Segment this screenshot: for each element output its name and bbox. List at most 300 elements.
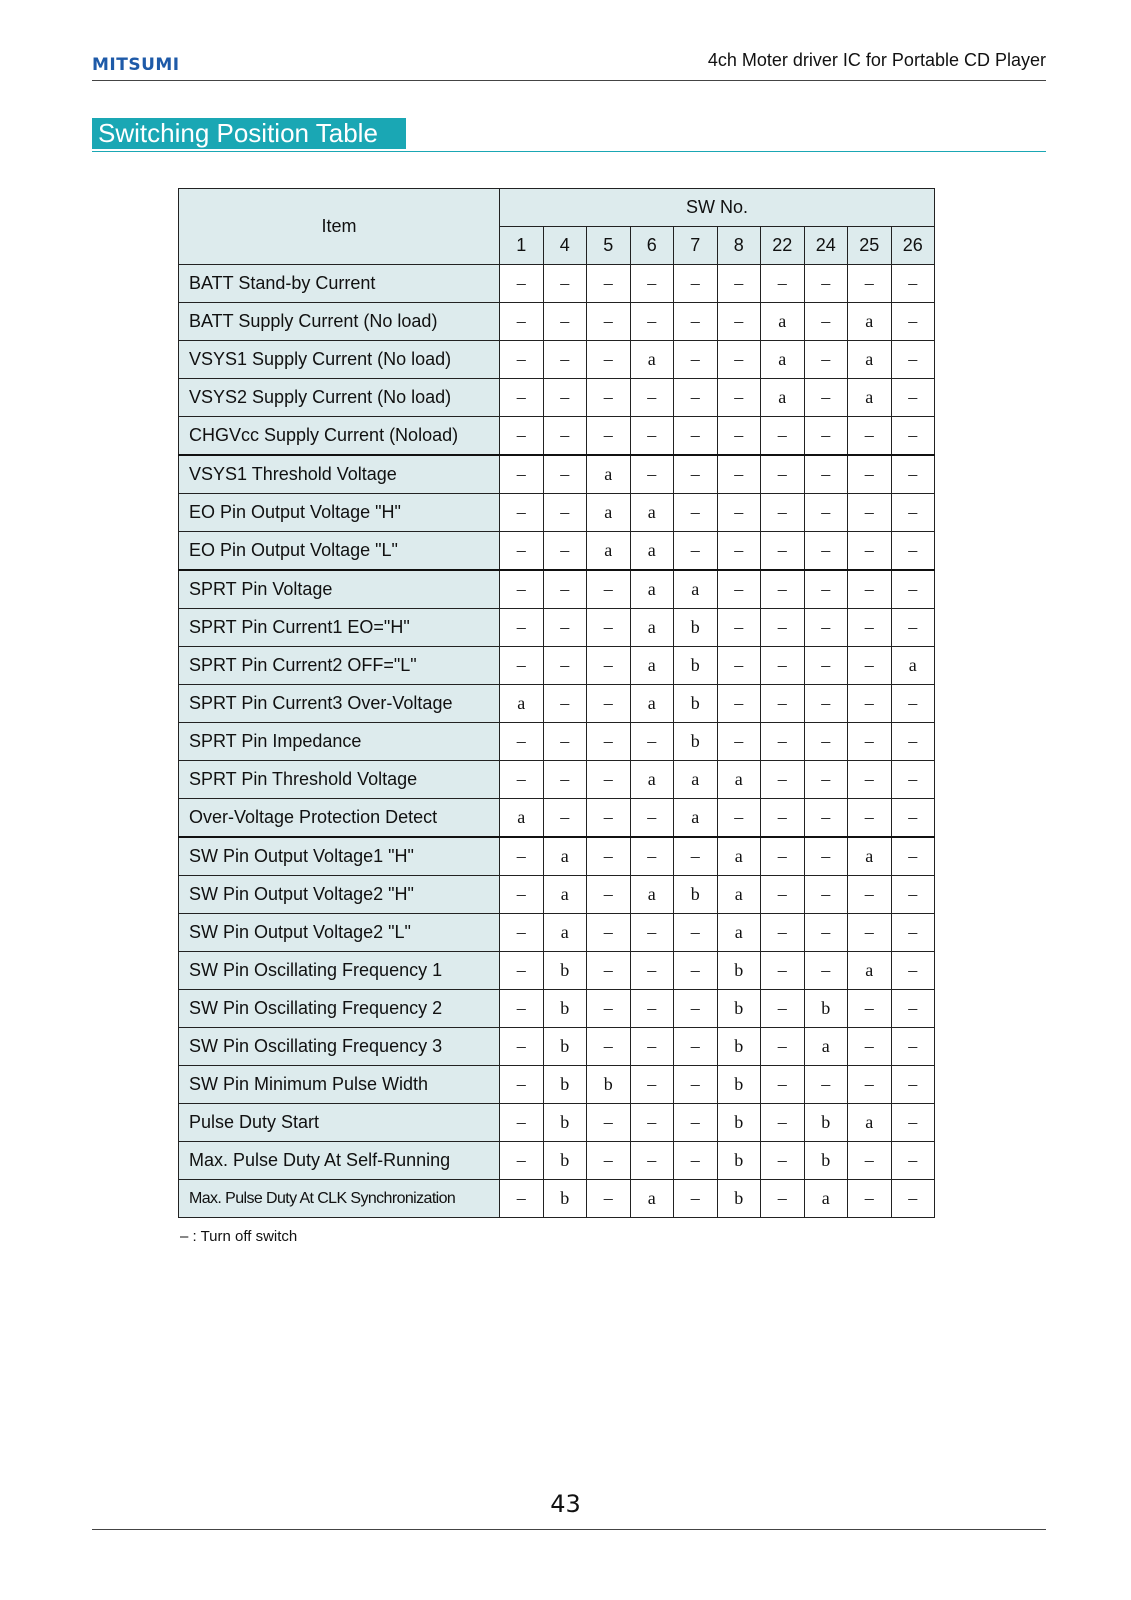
table-row	[179, 1066, 935, 1104]
switch-state-cell: –	[630, 417, 674, 456]
switch-state-cell: a	[630, 341, 674, 379]
switch-state-cell: a	[630, 685, 674, 723]
switch-state-cell: a	[543, 876, 587, 914]
switch-state-cell: –	[587, 379, 631, 417]
switch-state-cell: –	[891, 990, 935, 1028]
switch-state-cell: –	[848, 914, 892, 952]
switch-state-cell: –	[543, 494, 587, 532]
switch-state-cell: a	[674, 570, 718, 609]
switch-state-cell: –	[500, 341, 544, 379]
switch-state-cell: a	[630, 761, 674, 799]
switch-state-cell: –	[587, 303, 631, 341]
sw-number-cell: 26	[891, 227, 935, 265]
switch-state-cell: –	[848, 532, 892, 571]
item-label: SW Pin Minimum Pulse Width	[179, 1066, 500, 1104]
document-title: 4ch Moter driver IC for Portable CD Player	[707, 50, 1046, 70]
switch-state-cell: –	[674, 1028, 718, 1066]
switch-state-cell: a	[630, 609, 674, 647]
switch-state-cell: a	[761, 303, 805, 341]
switch-state-cell: –	[587, 1104, 631, 1142]
switch-state-cell: –	[761, 455, 805, 494]
switch-state-cell: a	[717, 837, 761, 876]
switch-state-cell: b	[543, 990, 587, 1028]
switch-state-cell: b	[543, 1066, 587, 1104]
item-label: VSYS1 Supply Current (No load)	[179, 341, 500, 379]
table-row	[179, 837, 935, 876]
switch-state-cell: –	[674, 1066, 718, 1104]
switching-position-table	[178, 188, 935, 1218]
switch-state-cell: –	[500, 990, 544, 1028]
item-label: SW Pin Output Voltage1 "H"	[179, 837, 500, 876]
switch-state-cell: –	[630, 1066, 674, 1104]
switch-state-cell: –	[587, 685, 631, 723]
switch-state-cell: –	[761, 1180, 805, 1218]
switch-state-cell: –	[500, 1028, 544, 1066]
table-row	[179, 570, 935, 609]
switch-state-cell: –	[804, 876, 848, 914]
item-label: SW Pin Output Voltage2 "L"	[179, 914, 500, 952]
switch-state-cell: –	[587, 1142, 631, 1180]
switch-state-cell: –	[587, 647, 631, 685]
switch-state-cell: –	[717, 265, 761, 303]
switch-state-cell: –	[761, 685, 805, 723]
item-label: SPRT Pin Current2 OFF="L"	[179, 647, 500, 685]
switch-state-cell: –	[891, 1142, 935, 1180]
switch-state-cell: –	[804, 952, 848, 990]
switch-state-cell: a	[717, 761, 761, 799]
switch-state-cell: –	[761, 1028, 805, 1066]
switch-state-cell: –	[543, 647, 587, 685]
switch-state-cell: –	[761, 265, 805, 303]
sw-number-cell: 7	[674, 227, 718, 265]
switch-state-cell: –	[630, 914, 674, 952]
switch-state-cell: –	[891, 1180, 935, 1218]
item-label: SW Pin Oscillating Frequency 1	[179, 952, 500, 990]
switch-state-cell: b	[543, 952, 587, 990]
switch-state-cell: –	[891, 494, 935, 532]
switch-state-cell: –	[761, 799, 805, 838]
switch-state-cell: –	[587, 570, 631, 609]
switch-state-cell: –	[891, 837, 935, 876]
switch-state-cell: –	[500, 570, 544, 609]
switch-state-cell: –	[848, 494, 892, 532]
item-label: Max. Pulse Duty At Self-Running	[179, 1142, 500, 1180]
switch-state-cell: a	[804, 1180, 848, 1218]
item-label: SW Pin Oscillating Frequency 2	[179, 990, 500, 1028]
switch-state-cell: a	[804, 1028, 848, 1066]
switch-state-cell: –	[761, 837, 805, 876]
switch-state-cell: –	[543, 265, 587, 303]
switch-state-cell: –	[587, 914, 631, 952]
switch-state-cell: –	[804, 609, 848, 647]
switch-state-cell: –	[674, 1180, 718, 1218]
switch-state-cell: –	[717, 494, 761, 532]
switch-state-cell: –	[543, 570, 587, 609]
switch-state-cell: –	[587, 990, 631, 1028]
switch-state-cell: –	[587, 341, 631, 379]
switch-state-cell: a	[848, 379, 892, 417]
table-row	[179, 265, 935, 303]
item-label: SPRT Pin Voltage	[179, 570, 500, 609]
switch-state-cell: –	[761, 876, 805, 914]
item-label: SPRT Pin Threshold Voltage	[179, 761, 500, 799]
switch-state-cell: b	[804, 1104, 848, 1142]
switch-state-cell: –	[500, 876, 544, 914]
switch-state-cell: –	[500, 265, 544, 303]
switch-state-cell: –	[891, 379, 935, 417]
switch-state-cell: –	[761, 494, 805, 532]
switch-state-cell: –	[804, 1066, 848, 1104]
switch-state-cell: a	[848, 303, 892, 341]
switch-state-cell: –	[761, 990, 805, 1028]
switch-state-cell: b	[674, 685, 718, 723]
switch-state-cell: –	[500, 379, 544, 417]
switch-state-cell: –	[630, 990, 674, 1028]
switch-state-cell: –	[674, 455, 718, 494]
switch-state-cell: –	[674, 1142, 718, 1180]
switch-state-cell: a	[761, 379, 805, 417]
switch-state-cell: –	[587, 265, 631, 303]
switch-state-cell: –	[674, 265, 718, 303]
switch-state-cell: –	[674, 914, 718, 952]
switch-state-cell: b	[543, 1142, 587, 1180]
table-row	[179, 990, 935, 1028]
switch-state-cell: –	[761, 723, 805, 761]
switch-state-cell: a	[500, 799, 544, 838]
table-row	[179, 723, 935, 761]
switch-state-cell: –	[848, 990, 892, 1028]
switch-state-cell: –	[848, 876, 892, 914]
switch-state-cell: a	[848, 837, 892, 876]
switch-state-cell: b	[674, 723, 718, 761]
switch-state-cell: a	[500, 685, 544, 723]
switch-state-cell: –	[761, 1104, 805, 1142]
switch-state-cell: b	[674, 609, 718, 647]
switch-state-cell: –	[630, 952, 674, 990]
footer-rule	[92, 1529, 1046, 1530]
switch-state-cell: b	[717, 1066, 761, 1104]
switch-state-cell: –	[804, 455, 848, 494]
sw-number-cell: 25	[848, 227, 892, 265]
switch-state-cell: –	[500, 647, 544, 685]
switch-state-cell: a	[630, 532, 674, 571]
switch-state-cell: b	[587, 1066, 631, 1104]
sw-number-cell: 4	[543, 227, 587, 265]
switch-state-cell: –	[891, 799, 935, 838]
switch-state-cell: b	[717, 952, 761, 990]
switch-state-cell: –	[500, 1142, 544, 1180]
switch-state-cell: –	[804, 914, 848, 952]
switch-state-cell: –	[891, 609, 935, 647]
switch-state-cell: –	[891, 1104, 935, 1142]
switch-state-cell: –	[804, 761, 848, 799]
switch-state-cell: –	[848, 1066, 892, 1104]
switch-state-cell: –	[891, 303, 935, 341]
sw-number-cell: 5	[587, 227, 631, 265]
switch-state-cell: –	[761, 1142, 805, 1180]
switch-state-cell: –	[891, 532, 935, 571]
switch-state-cell: –	[804, 341, 848, 379]
switch-state-cell: b	[717, 1028, 761, 1066]
table-row	[179, 761, 935, 799]
switch-state-cell: –	[761, 570, 805, 609]
switch-state-cell: a	[848, 341, 892, 379]
switch-state-cell: –	[630, 1104, 674, 1142]
switch-state-cell: –	[587, 837, 631, 876]
switch-state-cell: –	[848, 685, 892, 723]
switch-state-cell: a	[630, 1180, 674, 1218]
item-column-header: Item	[179, 189, 500, 265]
table-row	[179, 379, 935, 417]
switch-state-cell: –	[674, 303, 718, 341]
switch-state-cell: b	[717, 1104, 761, 1142]
switch-state-cell: –	[674, 417, 718, 456]
table-row	[179, 685, 935, 723]
switch-state-cell: a	[587, 532, 631, 571]
switch-state-cell: b	[717, 1180, 761, 1218]
switch-state-cell: –	[587, 1028, 631, 1066]
switch-state-cell: a	[848, 1104, 892, 1142]
switch-state-cell: –	[891, 876, 935, 914]
item-label: SPRT Pin Impedance	[179, 723, 500, 761]
switch-state-cell: –	[587, 609, 631, 647]
item-label: SW Pin Oscillating Frequency 3	[179, 1028, 500, 1066]
switch-state-cell: a	[717, 876, 761, 914]
switch-state-cell: –	[587, 1180, 631, 1218]
switch-state-cell: –	[891, 265, 935, 303]
sw-number-cell: 6	[630, 227, 674, 265]
switch-state-cell: –	[587, 799, 631, 838]
switch-state-cell: –	[891, 1028, 935, 1066]
switch-state-cell: –	[717, 303, 761, 341]
item-label: BATT Supply Current (No load)	[179, 303, 500, 341]
switch-state-cell: a	[674, 761, 718, 799]
switch-state-cell: a	[891, 647, 935, 685]
switch-state-cell: b	[804, 1142, 848, 1180]
table-row	[179, 1104, 935, 1142]
switch-state-cell: –	[804, 723, 848, 761]
switch-state-cell: –	[500, 761, 544, 799]
switch-state-cell: –	[500, 455, 544, 494]
switch-state-cell: –	[543, 303, 587, 341]
switch-state-cell: –	[804, 379, 848, 417]
item-label: CHGVcc Supply Current (Noload)	[179, 417, 500, 456]
switch-state-cell: –	[848, 647, 892, 685]
switch-state-cell: –	[761, 647, 805, 685]
switch-state-cell: –	[543, 799, 587, 838]
switch-state-cell: –	[630, 1028, 674, 1066]
switch-state-cell: –	[630, 455, 674, 494]
switch-state-cell: –	[674, 494, 718, 532]
switch-state-cell: –	[717, 723, 761, 761]
switch-state-cell: –	[804, 647, 848, 685]
switch-state-cell: a	[674, 799, 718, 838]
legend-note: – : Turn off switch	[180, 1228, 298, 1245]
switch-state-cell: –	[848, 455, 892, 494]
table-row	[179, 952, 935, 990]
switch-state-cell: –	[587, 761, 631, 799]
switch-state-cell: –	[761, 609, 805, 647]
switch-state-cell: –	[761, 532, 805, 571]
switch-state-cell: –	[587, 723, 631, 761]
switch-state-cell: –	[543, 532, 587, 571]
switch-state-cell: –	[848, 1028, 892, 1066]
switch-state-cell: a	[848, 952, 892, 990]
table-row	[179, 914, 935, 952]
switch-state-cell: –	[500, 494, 544, 532]
switch-state-cell: –	[804, 494, 848, 532]
switch-state-cell: –	[717, 570, 761, 609]
switch-state-cell: –	[717, 609, 761, 647]
switch-state-cell: –	[761, 417, 805, 456]
switch-state-cell: –	[500, 837, 544, 876]
switch-state-cell: a	[543, 837, 587, 876]
switch-state-cell: –	[804, 837, 848, 876]
table-row	[179, 341, 935, 379]
switch-state-cell: –	[848, 799, 892, 838]
switch-state-cell: –	[717, 685, 761, 723]
item-label: SW Pin Output Voltage2 "H"	[179, 876, 500, 914]
switch-state-cell: –	[848, 1142, 892, 1180]
switch-state-cell: –	[543, 723, 587, 761]
switch-state-cell: a	[543, 914, 587, 952]
switch-state-cell: –	[804, 532, 848, 571]
switch-state-cell: –	[674, 341, 718, 379]
switch-state-cell: –	[891, 1066, 935, 1104]
page-header	[92, 46, 1046, 81]
table-row	[179, 417, 935, 456]
switch-state-cell: –	[891, 341, 935, 379]
switch-state-cell: –	[804, 265, 848, 303]
switch-state-cell: –	[630, 265, 674, 303]
switch-state-cell: –	[891, 685, 935, 723]
switch-state-cell: –	[761, 914, 805, 952]
table-row	[179, 1142, 935, 1180]
switch-state-cell: –	[630, 379, 674, 417]
switch-state-cell: a	[630, 876, 674, 914]
item-label: VSYS2 Supply Current (No load)	[179, 379, 500, 417]
switch-state-cell: –	[891, 570, 935, 609]
switch-state-cell: –	[674, 990, 718, 1028]
switch-state-cell: –	[717, 379, 761, 417]
switch-state-cell: –	[891, 723, 935, 761]
page-number: 43	[550, 1490, 581, 1518]
switch-state-cell: a	[630, 494, 674, 532]
table-row	[179, 303, 935, 341]
switch-state-cell: –	[804, 303, 848, 341]
switch-state-cell: –	[630, 1142, 674, 1180]
switch-state-cell: –	[804, 799, 848, 838]
sw-number-cell: 8	[717, 227, 761, 265]
switch-state-cell: –	[500, 1104, 544, 1142]
switch-state-cell: –	[674, 379, 718, 417]
switch-state-cell: –	[500, 1066, 544, 1104]
switch-state-cell: –	[500, 1180, 544, 1218]
switch-state-cell: –	[500, 952, 544, 990]
switch-state-cell: –	[543, 455, 587, 494]
table-row	[179, 609, 935, 647]
switch-state-cell: –	[848, 761, 892, 799]
switch-state-cell: a	[587, 494, 631, 532]
sw-number-cell: 1	[500, 227, 544, 265]
sw-number-header: SW No.	[500, 189, 935, 227]
switch-state-cell: –	[848, 570, 892, 609]
switch-state-cell: –	[848, 723, 892, 761]
switch-state-cell: –	[587, 417, 631, 456]
switch-state-cell: –	[717, 417, 761, 456]
table-row	[179, 1028, 935, 1066]
table-row	[179, 1180, 935, 1218]
item-label: SPRT Pin Current1 EO="H"	[179, 609, 500, 647]
switch-state-cell: b	[804, 990, 848, 1028]
switch-state-cell: –	[848, 1180, 892, 1218]
switch-state-cell: –	[543, 609, 587, 647]
switch-state-cell: –	[543, 761, 587, 799]
switch-state-cell: –	[543, 341, 587, 379]
switch-state-cell: –	[804, 417, 848, 456]
switch-state-cell: –	[500, 914, 544, 952]
table-row	[179, 494, 935, 532]
switch-state-cell: b	[543, 1180, 587, 1218]
switch-state-cell: –	[891, 914, 935, 952]
table-row	[179, 532, 935, 571]
switch-state-cell: –	[630, 799, 674, 838]
table-row	[179, 647, 935, 685]
item-label: Over-Voltage Protection Detect	[179, 799, 500, 838]
switch-state-cell: b	[717, 1142, 761, 1180]
switch-state-cell: –	[717, 799, 761, 838]
sw-number-cell: 24	[804, 227, 848, 265]
switch-state-cell: –	[674, 1104, 718, 1142]
switch-state-cell: –	[500, 303, 544, 341]
switch-state-cell: –	[587, 876, 631, 914]
switch-state-cell: –	[891, 761, 935, 799]
switch-state-cell: –	[500, 532, 544, 571]
switch-state-cell: a	[587, 455, 631, 494]
switch-state-cell: –	[587, 952, 631, 990]
switch-state-cell: –	[891, 455, 935, 494]
section-header	[92, 118, 1046, 152]
switch-state-cell: –	[848, 265, 892, 303]
switch-state-cell: –	[891, 417, 935, 456]
item-label: EO Pin Output Voltage "L"	[179, 532, 500, 571]
switch-state-cell: –	[674, 532, 718, 571]
switch-state-cell: –	[674, 952, 718, 990]
switch-state-cell: –	[543, 379, 587, 417]
section-title: Switching Position Table	[92, 118, 406, 149]
item-label: Pulse Duty Start	[179, 1104, 500, 1142]
switch-state-cell: –	[891, 952, 935, 990]
switch-state-cell: –	[717, 532, 761, 571]
switch-state-cell: –	[717, 341, 761, 379]
switch-state-cell: a	[761, 341, 805, 379]
switch-state-cell: –	[543, 417, 587, 456]
switch-state-cell: –	[674, 837, 718, 876]
switch-state-cell: b	[674, 876, 718, 914]
switch-state-cell: –	[848, 417, 892, 456]
switch-state-cell: –	[500, 609, 544, 647]
sw-number-cell: 22	[761, 227, 805, 265]
switch-state-cell: –	[630, 837, 674, 876]
switch-state-cell: –	[804, 570, 848, 609]
table-row	[179, 455, 935, 494]
item-label: VSYS1 Threshold Voltage	[179, 455, 500, 494]
switch-state-cell: b	[674, 647, 718, 685]
item-label: EO Pin Output Voltage "H"	[179, 494, 500, 532]
switch-state-cell: –	[761, 952, 805, 990]
table-row	[179, 876, 935, 914]
switch-state-cell: –	[761, 1066, 805, 1104]
